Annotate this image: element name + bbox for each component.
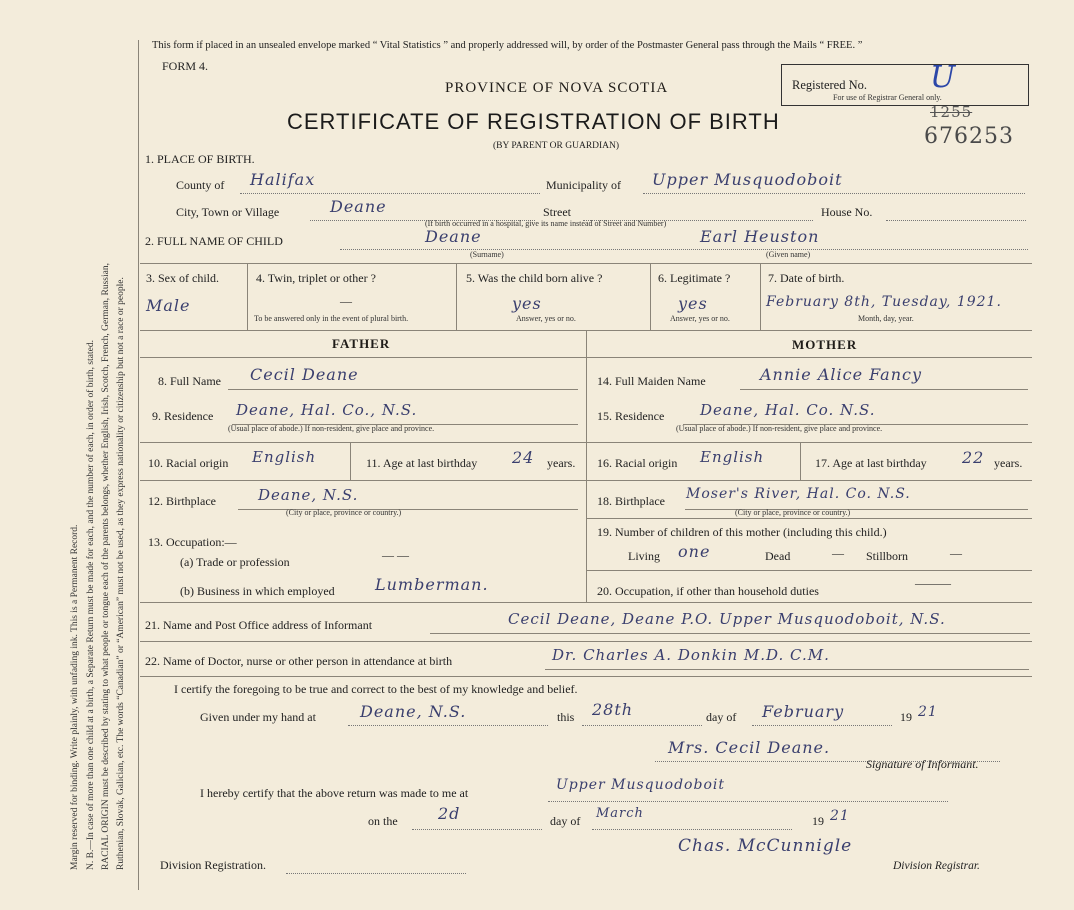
house-label: House No. bbox=[821, 205, 873, 219]
on-label: on the bbox=[368, 814, 398, 828]
registrar-day-line bbox=[412, 828, 542, 830]
dob-label: 7. Date of birth. bbox=[768, 271, 845, 285]
twin-label: 4. Twin, triplet or other ? bbox=[256, 271, 376, 285]
divider-4 bbox=[760, 263, 761, 330]
division-registration-line bbox=[286, 872, 466, 874]
rule-mother-birthplace bbox=[586, 480, 1032, 481]
registrar-place: Upper Musquodoboit bbox=[556, 777, 725, 793]
surname-note: (Surname) bbox=[470, 250, 504, 259]
dead-label: Dead bbox=[765, 549, 791, 563]
division-registrar-label: Division Registrar. bbox=[893, 860, 980, 872]
mother-res-note: (Usual place of abode.) If non-resident, give place and province. bbox=[676, 424, 883, 433]
rule-father-birthplace bbox=[140, 480, 586, 481]
county-label: County of bbox=[176, 178, 225, 192]
this-label: this bbox=[557, 710, 575, 724]
mail-notice: This form if placed in an unsealed envelope marked “ Vital Statistics ” and properly addressed will, by order of the Postmaster General pass through the Mails “ FREE. ” bbox=[152, 40, 863, 51]
given-name-note: (Given name) bbox=[766, 250, 811, 259]
registrar-year: 21 bbox=[830, 808, 850, 824]
parents-divider bbox=[586, 330, 587, 602]
municipality-value: Upper Musquodoboit bbox=[652, 170, 843, 189]
living-value: one bbox=[678, 542, 711, 561]
registrar-year-prefix: 19 bbox=[812, 814, 824, 828]
registrar-use-note: For use of Registrar General only. bbox=[833, 93, 942, 102]
registered-label: Registered No. bbox=[792, 78, 867, 92]
trade-label: (a) Trade or profession bbox=[180, 555, 290, 569]
alive-label: 5. Was the child born alive ? bbox=[466, 271, 603, 285]
legit-label: 6. Legitimate ? bbox=[658, 271, 731, 285]
mother-age: 22 bbox=[962, 448, 985, 467]
alive-value: yes bbox=[512, 294, 542, 313]
certify-year: 21 bbox=[918, 704, 938, 720]
province-heading: PROVINCE OF NOVA SCOTIA bbox=[445, 80, 669, 96]
mother-years: years. bbox=[994, 456, 1023, 470]
mother-racial: English bbox=[700, 448, 765, 466]
place-heading: 1. PLACE OF BIRTH. bbox=[145, 152, 255, 166]
dob-note: Month, day, year. bbox=[858, 314, 914, 323]
mother-occ-label: 20. Occupation, if other than household duties bbox=[597, 584, 819, 598]
father-name-label: 8. Full Name bbox=[158, 374, 221, 388]
sidebar-line-2: N. B.—In case of more than one child at a birth, a Separate Return must be made for each, and the number of each, in order of birth, stated. bbox=[86, 340, 96, 870]
stillborn-label: Stillborn bbox=[866, 549, 909, 563]
form-number: FORM 4. bbox=[162, 59, 209, 73]
city-value: Deane bbox=[330, 197, 387, 216]
old-number: 1255 bbox=[930, 103, 973, 121]
mother-bp-note: (City or place, province or country.) bbox=[735, 508, 851, 517]
mother-name-label: 14. Full Maiden Name bbox=[597, 374, 706, 388]
father-age: 24 bbox=[512, 448, 535, 467]
municipality-line bbox=[643, 192, 1025, 194]
mother-res: Deane, Hal. Co. N.S. bbox=[700, 401, 876, 419]
child-name-line bbox=[340, 248, 1028, 250]
child-name-label: 2. FULL NAME OF CHILD bbox=[145, 234, 283, 248]
dob-value: February 8th, Tuesday, 1921. bbox=[766, 294, 1002, 310]
dayof-label: day of bbox=[706, 710, 737, 724]
children-label: 19. Number of children of this mother (including this child.) bbox=[597, 525, 887, 539]
rule-mother-children bbox=[586, 518, 1032, 519]
mother-racial-label: 16. Racial origin bbox=[597, 456, 678, 470]
house-line bbox=[886, 219, 1026, 221]
father-birthplace: Deane, N.S. bbox=[258, 486, 359, 504]
month-line bbox=[752, 724, 892, 726]
mother-birthplace: Moser's River, Hal. Co. N.S. bbox=[686, 486, 911, 502]
registration-mark: U bbox=[930, 60, 957, 95]
mother-age-divider bbox=[800, 442, 801, 480]
informant-value: Cecil Deane, Deane P.O. Upper Musquodoboit, N.S. bbox=[508, 610, 946, 628]
registrar-month-line bbox=[592, 828, 792, 830]
rule-mother-racial bbox=[586, 442, 1032, 443]
sidebar-line-1: Margin reserved for binding. Write plainly, with unfading ink. This is a Permanent Record. bbox=[70, 524, 80, 870]
certificate-subtitle: (BY PARENT OR GUARDIAN) bbox=[493, 141, 620, 151]
registrar-text: I hereby certify that the above return was made to me at bbox=[200, 786, 469, 800]
father-name-line bbox=[228, 389, 578, 390]
municipality-label: Municipality of bbox=[546, 178, 621, 192]
father-birthplace-label: 12. Birthplace bbox=[148, 494, 216, 508]
rule-mother-occupation bbox=[586, 570, 1032, 571]
stillborn-value: — bbox=[950, 546, 962, 560]
business-label: (b) Business in which employed bbox=[180, 584, 335, 598]
father-heading: FATHER bbox=[332, 336, 391, 351]
registrar-day: 2d bbox=[438, 804, 461, 823]
divider-3 bbox=[650, 263, 651, 330]
legit-value: yes bbox=[678, 294, 708, 313]
divider-2 bbox=[456, 263, 457, 330]
registrar-dayof-label: day of bbox=[550, 814, 581, 828]
twin-note: To be answered only in the event of plural birth. bbox=[254, 314, 409, 323]
father-racial-label: 10. Racial origin bbox=[148, 456, 229, 470]
county-line bbox=[240, 192, 540, 194]
given-label: Given under my hand at bbox=[200, 710, 316, 724]
sidebar-line-4: Ruthenian, Slovak, Galician, etc. The words “Canadian” or “American” must not be used, as they express nationality or citizenship but not a race or people. bbox=[116, 277, 126, 870]
father-racial: English bbox=[252, 448, 317, 466]
street-label: Street bbox=[543, 205, 571, 219]
rule-informant-top bbox=[140, 602, 1032, 603]
father-age-divider bbox=[350, 442, 351, 480]
doctor-value: Dr. Charles A. Donkin M.D. C.M. bbox=[552, 646, 830, 664]
legit-note: Answer, yes or no. bbox=[670, 314, 730, 323]
trade-value: — — bbox=[382, 548, 409, 562]
dead-value: — bbox=[832, 546, 844, 560]
doctor-label: 22. Name of Doctor, nurse or other person in attendance at birth bbox=[145, 654, 453, 668]
registrar-place-line bbox=[548, 800, 948, 802]
rule-doctor-top bbox=[140, 641, 1032, 642]
certify-month: February bbox=[762, 702, 845, 721]
twin-value: — bbox=[340, 294, 352, 308]
mother-occ-value: ——— bbox=[915, 576, 951, 590]
alive-note: Answer, yes or no. bbox=[516, 314, 576, 323]
year-prefix: 19 bbox=[900, 710, 912, 724]
mother-heading: MOTHER bbox=[792, 337, 858, 352]
certify-text: I certify the foregoing to be true and correct to the best of my knowledge and belief. bbox=[174, 682, 578, 696]
father-age-label: 11. Age at last birthday bbox=[366, 456, 478, 470]
certify-day: 28th bbox=[592, 700, 634, 719]
father-name: Cecil Deane bbox=[250, 365, 359, 384]
sidebar-line-3: RACIAL ORIGIN must be described by stating to what people or tongue each of the parents belongs, whether English, Irish, Scotch, French, German, Russian, bbox=[101, 263, 111, 870]
occupation-label: 13. Occupation:— bbox=[148, 535, 237, 549]
sex-value: Male bbox=[146, 296, 191, 315]
father-res-label: 9. Residence bbox=[152, 409, 214, 423]
registration-number: 676253 bbox=[924, 124, 1014, 149]
county-value: Halifax bbox=[250, 170, 316, 189]
rule-top-row bbox=[140, 263, 1032, 264]
signature-label: Signature of Informant. bbox=[866, 757, 979, 771]
mother-name: Annie Alice Fancy bbox=[760, 365, 922, 384]
hospital-note: (If birth occurred in a hospital, give its name instead of Street and Number) bbox=[425, 219, 667, 228]
living-label: Living bbox=[628, 549, 660, 563]
registrar-signature: Chas. McCunnigle bbox=[678, 836, 853, 856]
doctor-line bbox=[545, 669, 1029, 670]
informant-label: 21. Name and Post Office address of Informant bbox=[145, 618, 373, 632]
rule-father-racial bbox=[140, 442, 586, 443]
sex-label: 3. Sex of child. bbox=[146, 271, 219, 285]
division-registration-label: Division Registration. bbox=[160, 858, 266, 872]
informant-line bbox=[430, 633, 1030, 634]
mother-birthplace-label: 18. Birthplace bbox=[597, 494, 665, 508]
day-line bbox=[582, 724, 702, 726]
divider-1 bbox=[247, 263, 248, 330]
father-res-note: (Usual place of abode.) If non-resident, give place and province. bbox=[228, 424, 435, 433]
given-line bbox=[348, 724, 548, 726]
mother-res-label: 15. Residence bbox=[597, 409, 665, 423]
father-res: Deane, Hal. Co., N.S. bbox=[236, 401, 418, 419]
certificate-title: CERTIFICATE OF REGISTRATION OF BIRTH bbox=[287, 109, 780, 134]
registrar-month: March bbox=[596, 806, 644, 821]
rule-certify-top bbox=[140, 676, 1032, 677]
city-label: City, Town or Village bbox=[176, 205, 280, 219]
given-place: Deane, N.S. bbox=[360, 702, 467, 721]
informant-signature: Mrs. Cecil Deane. bbox=[668, 738, 831, 757]
child-given-name: Earl Heuston bbox=[700, 227, 820, 246]
father-years: years. bbox=[547, 456, 576, 470]
mother-age-label: 17. Age at last birthday bbox=[815, 456, 927, 470]
mother-name-line bbox=[740, 389, 1028, 390]
child-surname: Deane bbox=[425, 227, 482, 246]
father-bp-note: (City or place, province or country.) bbox=[286, 508, 402, 517]
binding-margin-line bbox=[138, 40, 139, 890]
business-value: Lumberman. bbox=[375, 575, 489, 594]
